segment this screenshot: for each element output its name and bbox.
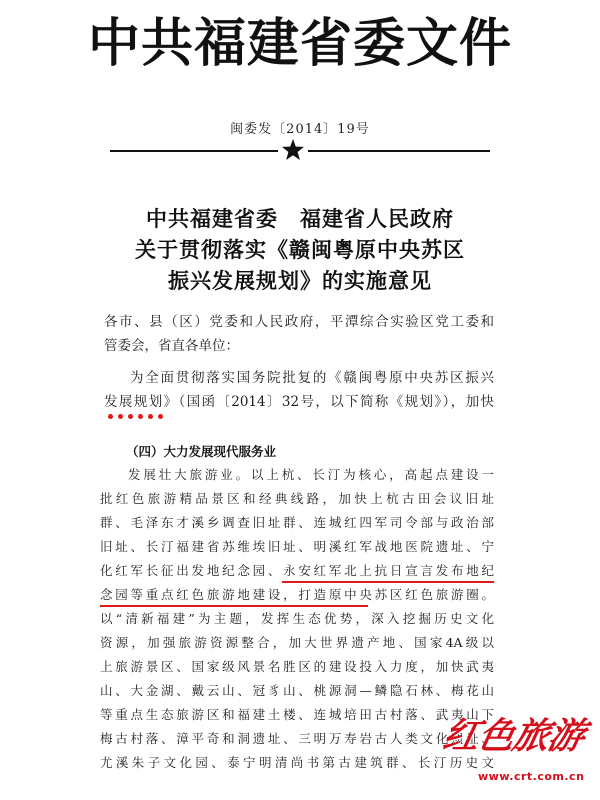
document-header-title: 中共福建省委文件 xyxy=(87,14,512,74)
section-heading: （四）大力发展现代服务业 xyxy=(126,444,277,459)
body-line: 管委会，省直各单位： xyxy=(104,338,239,354)
excerpt-line: 批红色旅游精品景区和经典线路，加快上杭古田会议旧址 xyxy=(100,491,494,506)
body-line: 发展规划》（国函〔2014〕32号，以下简称《规划》），加快 xyxy=(104,394,494,410)
body-line: 各市、县（区）党委和人民政府，平潭综合实验区党工委和 xyxy=(104,314,494,330)
excerpt-line: 资源，加强旅游资源整合，加大世界遗产地、国家4A级以 xyxy=(100,635,494,650)
excerpt-line: 等重点生态旅游区和福建土楼、连城培田古村落、武夷山下 xyxy=(100,707,494,722)
watermark-url: www.crt.com.cn xyxy=(478,770,585,783)
body-line: 为全面贯彻落实国务院批复的《赣闽粤原中央苏区振兴 xyxy=(130,370,494,386)
excerpt-line: 梅古村落、漳平奇和洞遗址、三明万寿岩古人类文化遗址、 xyxy=(100,731,494,746)
header-rule-left xyxy=(110,150,278,152)
excerpt-line: 旧址、长汀福建省苏维埃旧址、明溪红军战地医院遗址、宁 xyxy=(100,539,494,554)
excerpt-line: 以“清新福建”为主题，发挥生态优势，深入挖掘历史文化 xyxy=(100,611,494,626)
star-icon xyxy=(281,138,305,162)
excerpt-line: 化红军长征出发地纪念园、永安红军北上抗日宣言发布地纪 xyxy=(100,563,494,578)
highlight-underline xyxy=(282,581,494,583)
excerpt-line: 山、大金湖、戴云山、冠豸山、桃源洞—鳞隐石林、梅花山 xyxy=(100,683,494,698)
excerpt-line: 发展壮大旅游业。以上杭、长汀为核心，高起点建设一 xyxy=(128,467,494,482)
doc-title-line-2: 关于贯彻落实《赣闽粤原中央苏区 xyxy=(135,237,465,262)
watermark-logo: 红色旅游 xyxy=(439,715,588,757)
excerpt-line: 上旅游景区、国家级风景名胜区的建设投入力度，加快武夷 xyxy=(100,659,494,674)
highlight-underline xyxy=(100,605,368,607)
excerpt-line: 念园等重点红色旅游地建设，打造原中央苏区红色旅游圈。 xyxy=(100,587,494,602)
excerpt-line: 尤溪朱子文化园、泰宁明清尚书第古建筑群、长汀历史文 xyxy=(100,755,494,770)
doc-title-line-3: 振兴发展规划》的实施意见 xyxy=(168,268,432,293)
header-rule-right xyxy=(308,150,490,152)
doc-title-line-1: 中共福建省委 福建省人民政府 xyxy=(146,206,454,231)
document-number: 闽委发〔2014〕19号 xyxy=(230,122,370,137)
excerpt-line: 群、毛泽东才溪乡调查旧址群、连城红四军司令部与政治部 xyxy=(100,515,494,530)
omission-dots xyxy=(108,414,163,424)
